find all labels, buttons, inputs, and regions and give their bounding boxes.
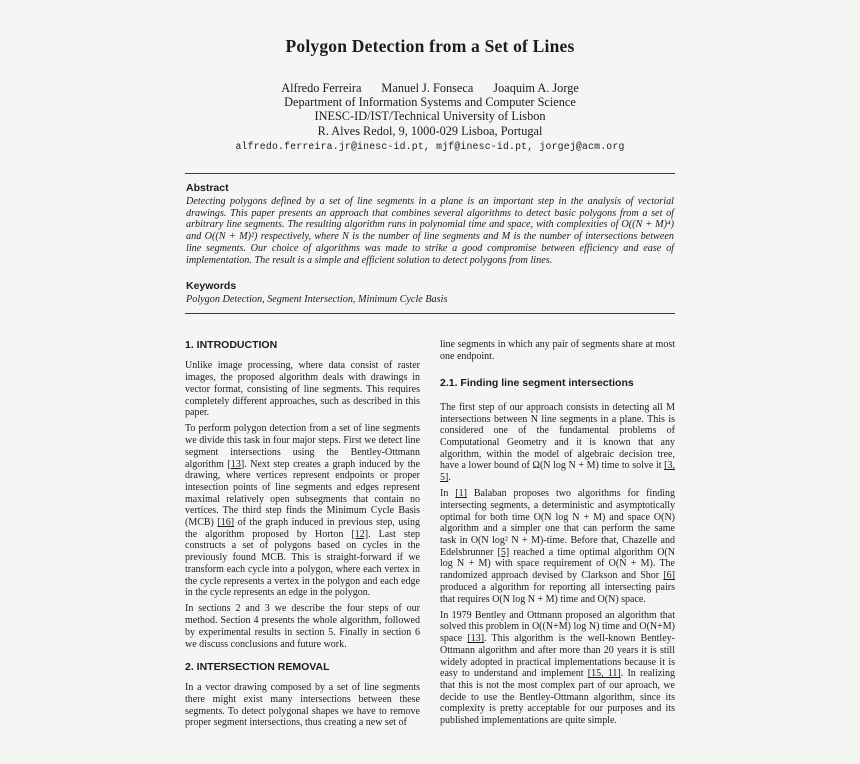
citation-link[interactable]: [5] <box>497 546 510 558</box>
abstract-box <box>185 173 675 315</box>
section-2-1-paragraph-2: In [1] Balaban proposes two algorithms for finding intersecting segments, a deterministic and asymptotically optimal for both time O(N log N + M) and space O(N) algorithm and a simpler one that can perform the same task in O(N log² N + M)-time. Before that, Chazelle and Edelsbrunner [5] reached a time optimal algorithm O(N log N + M) with space requirement of O(N + M). The randomized approach devised by Clarkson and Shor [6] produced a algorithm for reporting all intersecting pairs that requires O(N log N + M) time and O(N) space. <box>440 488 675 605</box>
citation-link[interactable]: [13] <box>467 633 485 645</box>
abstract-heading: Abstract <box>186 181 229 194</box>
right-column <box>440 339 675 731</box>
intro-paragraph-1: Unlike image processing, where data consist of raster images, the proposed algorithm deals with drawings in vector format, consisting of line segments. This requires completely different approaches, such as described in this paper. <box>185 360 420 419</box>
author-name-3: Joaquim A. Jorge <box>493 81 579 95</box>
left-column <box>185 339 420 733</box>
section-2-1-heading: 2.1. Finding line segment intersections <box>440 376 634 389</box>
paper-content <box>185 0 675 734</box>
section-2-paragraph-1: In a vector drawing composed by a set of line segments there might exist many intersections between these segments. To detect polygonal shapes we have to remove proper segment intersections, thus creating a new set of <box>185 682 420 729</box>
affiliation-address: R. Alves Redol, 9, 1000-029 Lisboa, Portugal <box>317 123 543 138</box>
affiliation-institution: INESC-ID/IST/Technical University of Lisbon <box>314 109 546 124</box>
affiliation-department: Department of Information Systems and Computer Science <box>284 95 576 110</box>
intro-paragraph-2: To perform polygon detection from a set of line segments we divide this task in four major steps. First we detect line segment intersections using the Bentley-Ottmann algorithm [13]. Next step creates a graph induced by the drawing, where vertices represent endpoints or proper intesection points of line segments and edges represent maximal relatively open subsegments that contain no vertices. The third step finds the Minimum Cycle Basis (MCB) [16] of the graph induced in previous step, using the algorithm proposed by Horton [12]. Last step constructs a set of polygons based on cycles in the previously found MCB. This is straight-forward if we transform each cycle into a polygon, where each vertex in the cycle represents a vertex in the polygon and each edge in the cycle represents an edge in the polygon. <box>185 423 421 599</box>
citation-link[interactable]: [3, 5] <box>440 460 675 484</box>
citation-link[interactable]: [13] <box>227 458 245 470</box>
section-2-paragraph-continued: line segments in which any pair of segments share at most one endpoint. <box>440 339 675 363</box>
citation-link[interactable]: [12] <box>351 528 369 540</box>
authors-block <box>185 81 675 138</box>
abstract-text: Detecting polygons defined by a set of line segments in a plane is an important step in the analysis of vectorial drawings. This paper presents an approach that combines several algorithms to detect basic polygons from a set of arbitrary line segments. The resulting algorithm runs in polynomial time and space, with complexities of O((N + M)⁴) and O((N + M)²) respectively, where N is the number of line segments and M is the number of intersections between line segments. Our choice of algorithms was made to strike a good compromise between efficiency and ease of implementation. The result is a simple and efficient solution to detect polygons from lines. <box>186 195 674 266</box>
two-column-body <box>185 339 675 733</box>
section-2-1-paragraph-3: In 1979 Bentley and Ottmann proposed an algorithm that solved this problem in O((N+M) log N) time and O(N+M) space [13]. This algorithm is the well-known Bentley-Ottmann algorithm and after more than 20 years it is still widely adopted in practical implementations because it is easy to understand and implement [15, 11]. In realizing that this is not the most complex part of our aproach, we decide to use the Bentley-Ottmann algorithm, since its complexity is pretty acceptable for our purposes and its published implementations are quite simple. <box>440 609 675 727</box>
paper-title: Polygon Detection from a Set of Lines <box>285 36 575 56</box>
author-emails: alfredo.ferreira.jr@inesc-id.pt, mjf@inesc-id.pt, jorgej@acm.org <box>235 140 625 152</box>
section-2-heading: 2. INTERSECTION REMOVAL <box>185 661 330 674</box>
citation-link[interactable]: [1] <box>455 488 467 500</box>
keywords-text: Polygon Detection, Segment Intersection, Minimum Cycle Basis <box>186 293 448 305</box>
citation-link[interactable]: [16] <box>217 517 235 529</box>
section-1-heading: 1. INTRODUCTION <box>185 339 278 352</box>
citation-link[interactable]: [15, 11] <box>587 668 621 680</box>
keywords-heading: Keywords <box>186 279 237 292</box>
intro-paragraph-3: In sections 2 and 3 we describe the four steps of our method. Section 4 presents the whole algorithm, followed by experimental results in section 5. Finally in section 6 we discuss conclusions and future work. <box>185 603 420 650</box>
author-name-2: Manuel J. Fonseca <box>381 81 474 95</box>
section-2-1-paragraph-1: The first step of our approach consists in detecting all M intersections between N line segments in a plane. This is considered one of the fundamental problems of Computational Geometry and it is known that any algorithm, within the model of algebraic decision tree, have a lower bound of Ω(N log N + M) time to solve it [3, 5]. <box>440 401 675 484</box>
authors-row <box>185 81 675 95</box>
author-name-1: Alfredo Ferreira <box>281 81 362 95</box>
citation-link[interactable]: [6] <box>663 570 675 582</box>
